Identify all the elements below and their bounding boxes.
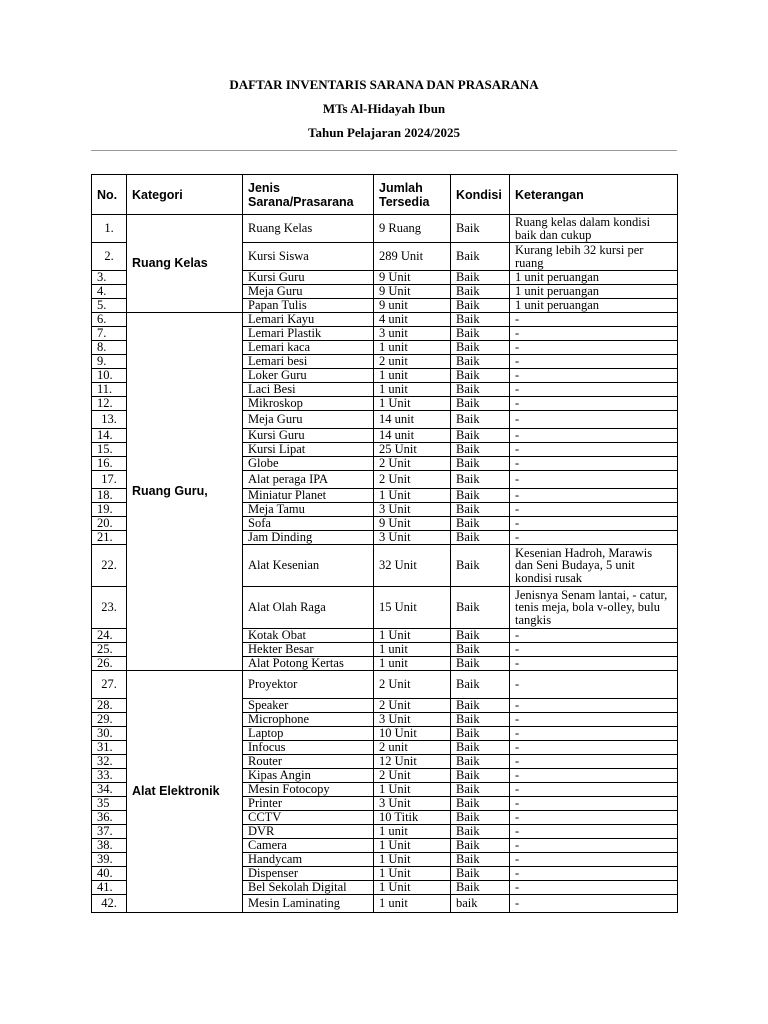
- cell-no: 18.: [92, 489, 127, 503]
- cell-notes: -: [510, 629, 678, 643]
- cell-quantity: 3 Unit: [374, 503, 451, 517]
- cell-no: 10.: [92, 369, 127, 383]
- cell-quantity: 1 unit: [374, 643, 451, 657]
- cell-item: Microphone: [243, 713, 374, 727]
- cell-no: 8.: [92, 341, 127, 355]
- cell-notes: -: [510, 443, 678, 457]
- cell-item: Hekter Besar: [243, 643, 374, 657]
- cell-quantity: 1 unit: [374, 825, 451, 839]
- school-name: MTs Al-Hidayah Ibun: [322, 101, 446, 116]
- cell-item: Kursi Siswa: [243, 243, 374, 271]
- cell-quantity: 3 unit: [374, 327, 451, 341]
- cell-condition: Baik: [451, 643, 510, 657]
- cell-item: Globe: [243, 457, 374, 471]
- cell-condition: Baik: [451, 545, 510, 587]
- cell-quantity: 2 unit: [374, 355, 451, 369]
- cell-condition: Baik: [451, 313, 510, 327]
- cell-quantity: 3 Unit: [374, 531, 451, 545]
- cell-item: Camera: [243, 839, 374, 853]
- cell-condition: Baik: [451, 369, 510, 383]
- cell-quantity: 289 Unit: [374, 243, 451, 271]
- cell-no: 15.: [92, 443, 127, 457]
- cell-condition: Baik: [451, 503, 510, 517]
- cell-no: 31.: [92, 741, 127, 755]
- cell-item: Kipas Angin: [243, 769, 374, 783]
- cell-notes: -: [510, 327, 678, 341]
- cell-item: Alat Kesenian: [243, 545, 374, 587]
- cell-condition: baik: [451, 895, 510, 913]
- cell-no: 41.: [92, 881, 127, 895]
- cell-quantity: 10 Titik: [374, 811, 451, 825]
- cell-notes: -: [510, 839, 678, 853]
- cell-notes: 1 unit peruangan: [510, 285, 678, 299]
- cell-notes: -: [510, 411, 678, 429]
- cell-quantity: 9 unit: [374, 299, 451, 313]
- cell-no: 24.: [92, 629, 127, 643]
- cell-no: 33.: [92, 769, 127, 783]
- cell-no: 1.: [92, 215, 127, 243]
- cell-condition: Baik: [451, 867, 510, 881]
- cell-item: Mesin Fotocopy: [243, 783, 374, 797]
- cell-notes: -: [510, 341, 678, 355]
- cell-condition: Baik: [451, 243, 510, 271]
- cell-no: 37.: [92, 825, 127, 839]
- cell-quantity: 1 Unit: [374, 629, 451, 643]
- column-header-category: Kategori: [127, 175, 243, 215]
- table-row: [92, 215, 678, 243]
- cell-no: 25.: [92, 643, 127, 657]
- cell-notes: -: [510, 503, 678, 517]
- cell-quantity: 9 Unit: [374, 285, 451, 299]
- cell-notes: -: [510, 657, 678, 671]
- cell-no: 26.: [92, 657, 127, 671]
- category-cell: Ruang Guru,: [127, 313, 243, 671]
- cell-condition: Baik: [451, 587, 510, 629]
- cell-item: Mikroskop: [243, 397, 374, 411]
- cell-no: 16.: [92, 457, 127, 471]
- cell-item: Lemari besi: [243, 355, 374, 369]
- cell-quantity: 2 Unit: [374, 769, 451, 783]
- cell-quantity: 2 Unit: [374, 457, 451, 471]
- cell-condition: Baik: [451, 825, 510, 839]
- cell-notes: -: [510, 517, 678, 531]
- cell-notes: -: [510, 531, 678, 545]
- cell-item: Speaker: [243, 699, 374, 713]
- cell-no: 28.: [92, 699, 127, 713]
- cell-item: Meja Guru: [243, 411, 374, 429]
- cell-no: 42.: [92, 895, 127, 913]
- cell-notes: -: [510, 881, 678, 895]
- cell-condition: Baik: [451, 341, 510, 355]
- cell-notes: Jenisnya Senam lantai, - catur, tenis meja, bola v-olley, bulu tangkis: [510, 587, 678, 629]
- cell-condition: Baik: [451, 657, 510, 671]
- cell-notes: -: [510, 895, 678, 913]
- cell-quantity: 3 Unit: [374, 713, 451, 727]
- cell-quantity: 1 unit: [374, 341, 451, 355]
- cell-notes: Ruang kelas dalam kondisi baik dan cukup: [510, 215, 678, 243]
- cell-item: Jam Dinding: [243, 531, 374, 545]
- cell-condition: Baik: [451, 713, 510, 727]
- cell-no: 39.: [92, 853, 127, 867]
- cell-no: 17.: [92, 471, 127, 489]
- column-header-item: Jenis Sarana/Prasarana: [243, 175, 374, 215]
- cell-condition: Baik: [451, 271, 510, 285]
- cell-quantity: 2 Unit: [374, 699, 451, 713]
- cell-quantity: 1 unit: [374, 657, 451, 671]
- cell-notes: -: [510, 429, 678, 443]
- cell-condition: Baik: [451, 397, 510, 411]
- cell-item: Miniatur Planet: [243, 489, 374, 503]
- cell-quantity: 1 Unit: [374, 881, 451, 895]
- cell-quantity: 2 Unit: [374, 471, 451, 489]
- cell-no: 20.: [92, 517, 127, 531]
- cell-quantity: 1 Unit: [374, 397, 451, 411]
- document-title: DAFTAR INVENTARIS SARANA DAN PRASARANA: [229, 77, 539, 92]
- cell-notes: -: [510, 643, 678, 657]
- cell-item: Handycam: [243, 853, 374, 867]
- cell-notes: -: [510, 699, 678, 713]
- cell-notes: -: [510, 471, 678, 489]
- cell-quantity: 9 Unit: [374, 271, 451, 285]
- cell-no: 13.: [92, 411, 127, 429]
- cell-condition: Baik: [451, 411, 510, 429]
- cell-quantity: 12 Unit: [374, 755, 451, 769]
- cell-item: Mesin Laminating: [243, 895, 374, 913]
- cell-condition: Baik: [451, 671, 510, 699]
- cell-no: 34.: [92, 783, 127, 797]
- column-header-quantity: Jumlah Tersedia: [374, 175, 451, 215]
- cell-no: 9.: [92, 355, 127, 369]
- cell-item: Bel Sekolah Digital: [243, 881, 374, 895]
- cell-no: 32.: [92, 755, 127, 769]
- cell-quantity: 9 Unit: [374, 517, 451, 531]
- cell-item: Proyektor: [243, 671, 374, 699]
- cell-item: Router: [243, 755, 374, 769]
- cell-condition: Baik: [451, 755, 510, 769]
- cell-notes: -: [510, 755, 678, 769]
- cell-no: 2.: [92, 243, 127, 271]
- category-cell: Alat Elektronik: [127, 671, 243, 913]
- cell-quantity: 3 Unit: [374, 797, 451, 811]
- cell-quantity: 1 unit: [374, 369, 451, 383]
- cell-item: Papan Tulis: [243, 299, 374, 313]
- cell-notes: -: [510, 369, 678, 383]
- cell-condition: Baik: [451, 489, 510, 503]
- cell-notes: -: [510, 867, 678, 881]
- cell-no: 14.: [92, 429, 127, 443]
- inventory-table: [91, 174, 678, 913]
- column-header-notes: Keterangan: [510, 175, 678, 215]
- table-row: [92, 671, 678, 699]
- cell-no: 21.: [92, 531, 127, 545]
- cell-notes: Kurang lebih 32 kursi per ruang: [510, 243, 678, 271]
- category-cell: Ruang Kelas: [127, 215, 243, 313]
- cell-no: 27.: [92, 671, 127, 699]
- cell-notes: -: [510, 727, 678, 741]
- cell-condition: Baik: [451, 699, 510, 713]
- cell-item: Lemari kaca: [243, 341, 374, 355]
- cell-quantity: 4 unit: [374, 313, 451, 327]
- cell-quantity: 1 unit: [374, 383, 451, 397]
- cell-notes: -: [510, 769, 678, 783]
- cell-condition: Baik: [451, 727, 510, 741]
- cell-quantity: 1 Unit: [374, 853, 451, 867]
- cell-item: Kursi Lipat: [243, 443, 374, 457]
- cell-notes: 1 unit peruangan: [510, 271, 678, 285]
- cell-notes: -: [510, 811, 678, 825]
- cell-notes: -: [510, 397, 678, 411]
- cell-no: 22.: [92, 545, 127, 587]
- cell-condition: Baik: [451, 429, 510, 443]
- cell-notes: -: [510, 797, 678, 811]
- cell-no: 3.: [92, 271, 127, 285]
- cell-condition: Baik: [451, 355, 510, 369]
- cell-no: 19.: [92, 503, 127, 517]
- cell-quantity: 1 unit: [374, 895, 451, 913]
- cell-quantity: 2 Unit: [374, 671, 451, 699]
- cell-condition: Baik: [451, 517, 510, 531]
- cell-condition: Baik: [451, 741, 510, 755]
- header-divider: [91, 150, 677, 151]
- column-header-condition: Kondisi: [451, 175, 510, 215]
- cell-no: 23.: [92, 587, 127, 629]
- cell-no: 36.: [92, 811, 127, 825]
- cell-item: Alat Potong Kertas: [243, 657, 374, 671]
- cell-condition: Baik: [451, 327, 510, 341]
- cell-condition: Baik: [451, 215, 510, 243]
- cell-condition: Baik: [451, 531, 510, 545]
- cell-item: Loker Guru: [243, 369, 374, 383]
- cell-condition: Baik: [451, 797, 510, 811]
- cell-no: 30.: [92, 727, 127, 741]
- cell-quantity: 1 Unit: [374, 489, 451, 503]
- cell-notes: -: [510, 383, 678, 397]
- table-header-row: [92, 175, 678, 215]
- cell-notes: -: [510, 489, 678, 503]
- cell-item: Infocus: [243, 741, 374, 755]
- cell-quantity: 2 unit: [374, 741, 451, 755]
- cell-no: 40.: [92, 867, 127, 881]
- cell-quantity: 15 Unit: [374, 587, 451, 629]
- cell-notes: -: [510, 741, 678, 755]
- cell-no: 7.: [92, 327, 127, 341]
- cell-item: Meja Guru: [243, 285, 374, 299]
- cell-quantity: 1 Unit: [374, 783, 451, 797]
- cell-quantity: 14 unit: [374, 411, 451, 429]
- cell-no: 6.: [92, 313, 127, 327]
- cell-no: 29.: [92, 713, 127, 727]
- cell-item: Meja Tamu: [243, 503, 374, 517]
- cell-item: DVR: [243, 825, 374, 839]
- cell-no: 11.: [92, 383, 127, 397]
- cell-notes: -: [510, 671, 678, 699]
- cell-item: Lemari Kayu: [243, 313, 374, 327]
- cell-quantity: 1 Unit: [374, 839, 451, 853]
- table-row: [92, 313, 678, 327]
- cell-item: Printer: [243, 797, 374, 811]
- cell-item: Kotak Obat: [243, 629, 374, 643]
- cell-no: 4.: [92, 285, 127, 299]
- cell-item: CCTV: [243, 811, 374, 825]
- cell-condition: Baik: [451, 299, 510, 313]
- cell-condition: Baik: [451, 839, 510, 853]
- cell-notes: -: [510, 853, 678, 867]
- cell-notes: -: [510, 457, 678, 471]
- cell-notes: -: [510, 355, 678, 369]
- cell-condition: Baik: [451, 629, 510, 643]
- cell-condition: Baik: [451, 285, 510, 299]
- cell-notes: -: [510, 825, 678, 839]
- cell-condition: Baik: [451, 443, 510, 457]
- cell-quantity: 32 Unit: [374, 545, 451, 587]
- cell-condition: Baik: [451, 769, 510, 783]
- cell-item: Alat peraga IPA: [243, 471, 374, 489]
- cell-notes: -: [510, 783, 678, 797]
- cell-quantity: 14 unit: [374, 429, 451, 443]
- cell-condition: Baik: [451, 881, 510, 895]
- cell-no: 5.: [92, 299, 127, 313]
- cell-item: Laci Besi: [243, 383, 374, 397]
- cell-quantity: 1 Unit: [374, 867, 451, 881]
- cell-quantity: 9 Ruang: [374, 215, 451, 243]
- cell-item: Laptop: [243, 727, 374, 741]
- cell-notes: -: [510, 713, 678, 727]
- cell-item: Sofa: [243, 517, 374, 531]
- cell-condition: Baik: [451, 383, 510, 397]
- cell-notes: 1 unit peruangan: [510, 299, 678, 313]
- cell-item: Alat Olah Raga: [243, 587, 374, 629]
- cell-no: 38.: [92, 839, 127, 853]
- cell-condition: Baik: [451, 853, 510, 867]
- cell-item: Kursi Guru: [243, 429, 374, 443]
- cell-quantity: 10 Unit: [374, 727, 451, 741]
- academic-year: Tahun Pelajaran 2024/2025: [308, 125, 460, 140]
- cell-no: 12.: [92, 397, 127, 411]
- cell-no: 35: [92, 797, 127, 811]
- cell-item: Dispenser: [243, 867, 374, 881]
- cell-condition: Baik: [451, 471, 510, 489]
- cell-notes: Kesenian Hadroh, Marawis dan Seni Budaya, 5 unit kondisi rusak: [510, 545, 678, 587]
- column-header-no: No.: [92, 175, 127, 215]
- cell-item: Lemari Plastik: [243, 327, 374, 341]
- cell-condition: Baik: [451, 811, 510, 825]
- cell-condition: Baik: [451, 783, 510, 797]
- cell-item: Kursi Guru: [243, 271, 374, 285]
- cell-quantity: 25 Unit: [374, 443, 451, 457]
- cell-item: Ruang Kelas: [243, 215, 374, 243]
- cell-condition: Baik: [451, 457, 510, 471]
- cell-notes: -: [510, 313, 678, 327]
